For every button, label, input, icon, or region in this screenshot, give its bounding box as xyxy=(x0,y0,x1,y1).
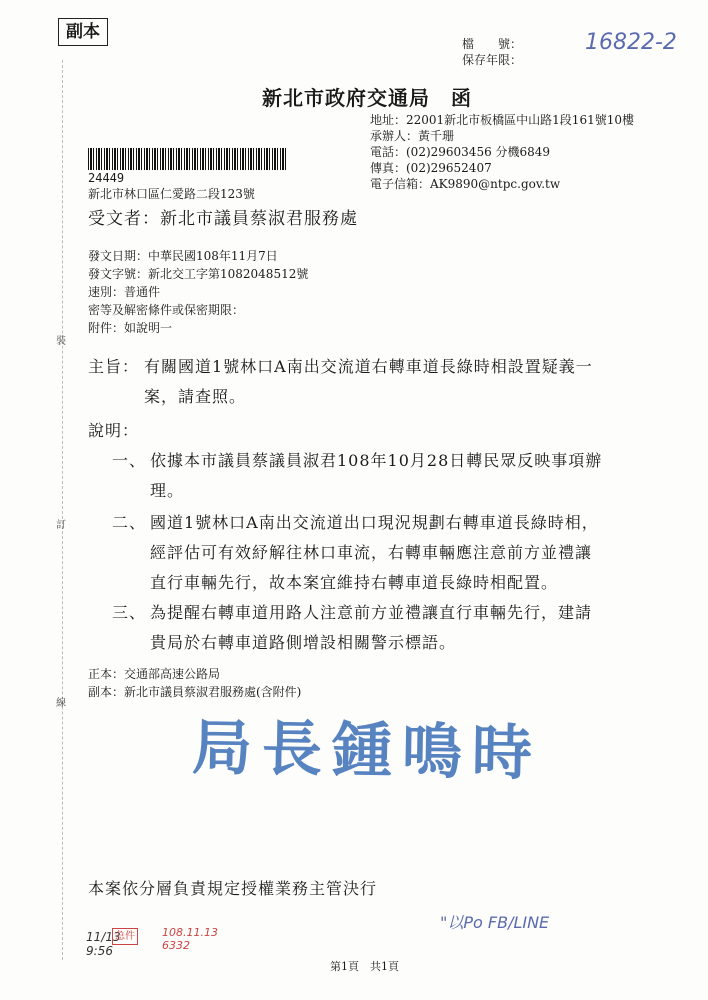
issue-number: 發文字號：新北交工字第1082048512號 xyxy=(88,267,309,281)
red-urgent-stamp: 急件 xyxy=(112,928,138,945)
file-number-label: 檔 號： xyxy=(462,37,523,51)
page-number: 第1頁 共1頁 xyxy=(330,960,399,973)
item-3-line-1: 為提醒右轉車道用路人注意前方並禮讓直行車輛先行，建請 xyxy=(150,603,593,622)
copy-stamp: 副本 xyxy=(58,18,108,46)
binding-mark-1: 裝 xyxy=(56,336,66,347)
item-1-number: 一、 xyxy=(112,451,147,470)
item-2-line-1: 國道1號林口A南出交流道出口現況規劃右轉車道長綠時相， xyxy=(150,513,599,532)
original-to: 正本：交通部高速公路局 xyxy=(88,667,221,681)
binding-mark-3: 線 xyxy=(56,698,66,709)
email: 電子信箱：AK9890@ntpc.gov.tw xyxy=(370,177,561,191)
attachment: 附件：如說明一 xyxy=(88,321,173,335)
item-2-line-2: 經評估可有效紓解往林口車流，右轉車輛應注意前方並禮讓 xyxy=(150,543,593,562)
publish-note: "以Po FB/LINE xyxy=(440,913,550,932)
phone: 電話：(02)29603456 分機6849 xyxy=(370,145,551,159)
subject-line-1: 有關國道1號林口A南出交流道右轉車道長綠時相設置疑義一 xyxy=(144,357,593,376)
copy-to: 副本：新北市議員蔡淑君服務處(含附件) xyxy=(88,685,302,699)
item-2-number: 二、 xyxy=(112,513,147,532)
delivery-type: 速別：普通件 xyxy=(88,285,161,299)
item-1-line-1: 依據本市議員蔡議員淑君108年10月28日轉民眾反映事項辦 xyxy=(150,451,603,470)
date-note: 108.11.13 6332 xyxy=(162,926,218,952)
recipient: 受文者：新北市議員蔡淑君服務處 xyxy=(88,209,358,229)
director-seal: 局長鍾鳴時 xyxy=(191,712,543,790)
received-time-note: 11/13 9:56 xyxy=(86,930,121,958)
barcode xyxy=(88,148,288,170)
item-2-line-3: 直行車輛先行，故本案宜維持右轉車道長綠時相配置。 xyxy=(150,573,559,592)
item-1-line-2: 理。 xyxy=(150,481,185,500)
retention-label: 保存年限： xyxy=(462,53,523,67)
recipient-address: 新北市林口區仁愛路二段123號 xyxy=(88,187,255,201)
fax: 傳真：(02)29652407 xyxy=(370,161,492,175)
item-3-line-2: 貴局於右轉車道路側增設相關警示標語。 xyxy=(150,633,457,652)
binding-mark-2: 訂 xyxy=(56,520,66,531)
subject-line-2: 案，請查照。 xyxy=(144,387,247,406)
contact-person: 承辦人：黃千珊 xyxy=(370,129,455,143)
agency-title: 新北市政府交通局 函 xyxy=(262,86,472,110)
binding-line xyxy=(62,60,63,960)
handwritten-number: 16822-2 xyxy=(585,30,677,55)
item-3-number: 三、 xyxy=(112,603,147,622)
postal-code: 24449 xyxy=(88,171,125,185)
confidentiality: 密等及解密條件或保密期限： xyxy=(88,303,245,317)
explanation-label: 說明： xyxy=(88,421,140,440)
delegation-note: 本案依分層負責規定授權業務主管決行 xyxy=(88,879,378,898)
issue-date: 發文日期：中華民國108年11月7日 xyxy=(88,249,278,263)
subject-label: 主旨： xyxy=(88,357,140,376)
sender-address: 地址：22001新北市板橋區中山路1段161號10樓 xyxy=(370,113,634,127)
